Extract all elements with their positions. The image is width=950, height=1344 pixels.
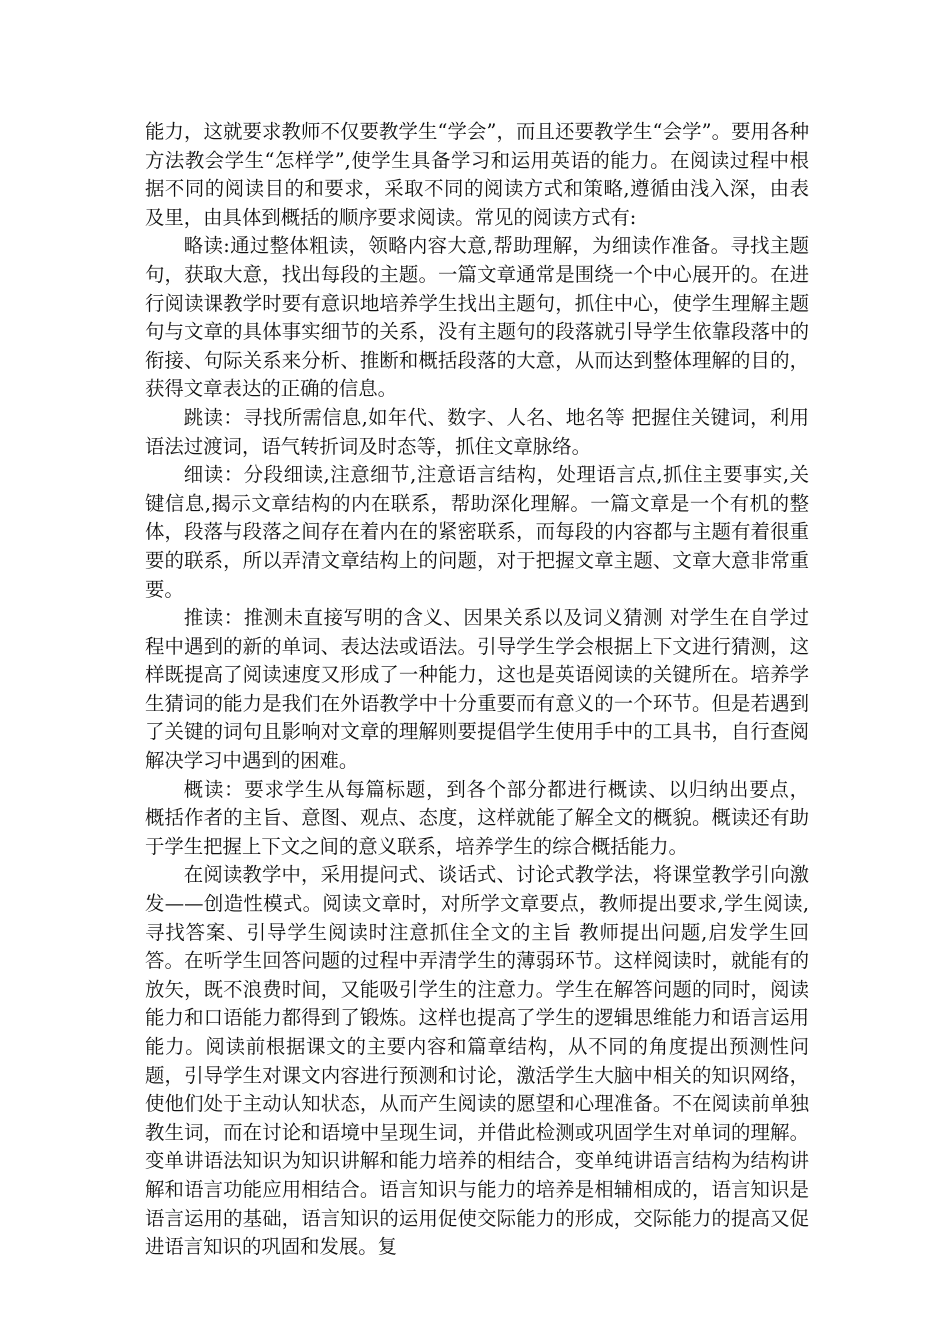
paragraph-scanning: 跳读：寻找所需信息,如年代、数字、人名、地名等 把握住关键词，利用语法过渡词，语气转折词及时态等，抓住文章脉络。 [145,405,809,458]
paragraph-skimming: 略读:通过整体粗读，领略内容大意,帮助理解，为细读作准备。寻找主题句，获取大意，找出每段的主题。一篇文章通常是围绕一个中心展开的。在进行阅读课教学时要有意识地培养学生找出主题句，抓住中心，使学生理解主题句与文章的具体事实细节的关系，没有主题句的段落就引导学生依靠段落中的衔接、句际关系来分析、推断和概括段落的大意，从而达到整体理解的目的，获得文章表达的正确的信息。 [145,234,809,401]
paragraph-continuation: 能力，这就要求教师不仅要教学生“学会”，而且还要教学生“会学”。要用各种方法教会学生“怎样学”,使学生具备学习和运用英语的能力。在阅读过程中根据不同的阅读目的和要求，采取不同的阅读方式和策略,遵循由浅入深，由表及里，由具体到概括的顺序要求阅读。常见的阅读方式有: [145,120,809,229]
paragraph-summary-reading: 概读：要求学生从每篇标题，到各个部分都进行概读、以归纳出要点， 概括作者的主旨、意图、观点、态度，这样就能了解全文的概貌。概读还有助于学生把握上下文之间的意义联系，培养学生的综合概括能力。 [145,777,809,858]
paragraph-inference-reading: 推读：推测未直接写明的含义、因果关系以及词义猜测 对学生在自学过程中遇到的新的单词、表达法或语法。引导学生学会根据上下文进行猜测，这样既提高了阅读速度又形成了一种能力，这也是英语阅读的关键所在。培养学生猜词的能力是我们在外语教学中十分重要而有意义的一个环节。但是若遇到了关键的词句且影响对文章的理解则要提倡学生使用手中的工具书，自行查阅解决学习中遇到的困难。 [145,606,809,773]
paragraph-teaching-method: 在阅读教学中，采用提问式、谈话式、讨论式教学法，将课堂教学引向激发——创造性模式。阅读文章时，对所学文章要点，教师提出要求,学生阅读,寻找答案、引导学生阅读时注意抓住全文的主旨 教师提出问题,启发学生回答。在听学生回答问题的过程中弄清学生的薄弱环节。这样阅读时，就能有的放矢，既不浪费时间，又能吸引学生的注意力。学生在解答问题的同时，阅读能力和口语能力都得到了锻炼。这样也提高了学生的逻辑思维能力和语言运用能力。阅读前根据课文的主要内容和篇章结构，从不同的角度提出预测性问题，引导学生对课文内容进行预测和讨论，激活学生大脑中相关的知识网络，使他们处于主动认知状态，从而产生阅读的愿望和心理准备。不在阅读前单独教生词，而在讨论和语境中呈现生词，并借此检测或巩固学生对单词的理解。变单讲语法知识为知识讲解和能力培养的相结合，变单纯讲语言结构为结构讲解和语言功能应用相结合。语言知识与能力的培养是相辅相成的，语言知识是语言运用的基础，语言知识的运用促使交际能力的形成，交际能力的提高又促进语言知识的巩固和发展。复 [145,863,809,1259]
paragraph-intensive-reading: 细读：分段细读,注意细节,注意语言结构，处理语言点,抓住主要事实,关键信息,揭示文章结构的内在联系，帮助深化理解。一篇文章是一个有机的整体，段落与段落之间存在着内在的紧密联系，而每段的内容都与主题有着很重要的联系，所以弄清文章结构上的问题，对于把握文章主题、文章大意非常重要。 [145,463,809,601]
document-body [145,118,809,1262]
